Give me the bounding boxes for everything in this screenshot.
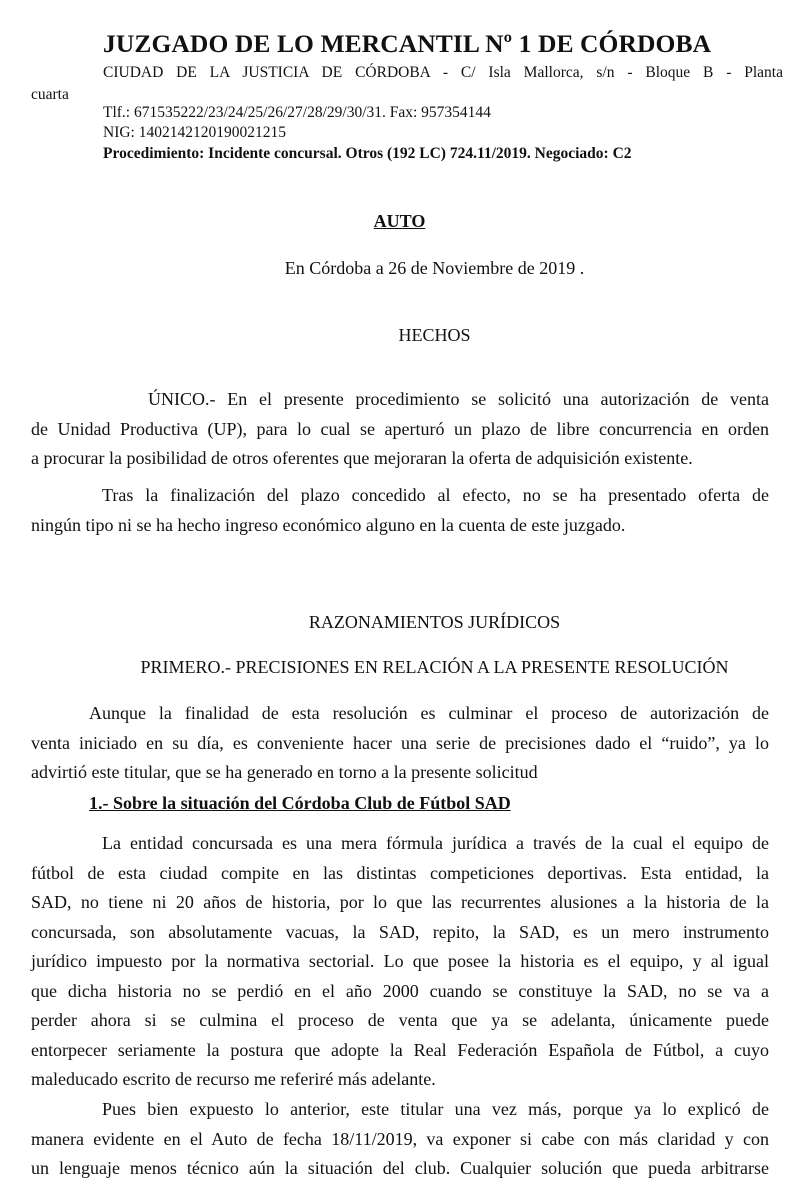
text-line: de Unidad Productiva (UP), para lo cual se aperturó un plazo de libre concurrencia en orden: [31, 418, 769, 439]
text-line: manera evidente en el Auto de fecha 18/11/2019, va exponer si cabe con más claridad y con: [31, 1128, 769, 1149]
text-line: La entidad concursada es una mera fórmula jurídica a través de la cual el equipo de: [102, 833, 769, 853]
court-address: CIUDAD DE LA JUSTICIA DE CÓRDOBA - C/ Isla Mallorca, s/n - Bloque B - Planta: [103, 64, 783, 81]
text-line: entorpecer seriamente la postura que adopte la Real Federación Española de Fútbol, a cuyo: [31, 1039, 769, 1060]
section-1-paragraph-2: [31, 1095, 769, 1184]
text-line: SAD, no tiene ni 20 años de historia, por lo que las recurrentes alusiones a la historia de la: [31, 892, 769, 912]
text-line: fútbol de esta ciudad compite en las distintas competiciones deportivas. Esta entidad, la: [31, 862, 769, 883]
text-line: Aunque la finalidad de esta resolución es culminar el proceso de autorización de: [89, 703, 769, 723]
text-line: venta iniciado en su día, es conveniente hacer una serie de precisiones dado el “ruido”, ya lo: [31, 732, 769, 753]
section-1-title: 1.- Sobre la situación del Córdoba Club de Fútbol SAD: [89, 793, 511, 813]
text-line: perder ahora si se culmina el proceso de venta que ya se adelanta, únicamente puede: [31, 1010, 769, 1030]
text-line: maleducado escrito de recurso me referiré más adelante.: [31, 1069, 436, 1089]
date-line: En Córdoba a 26 de Noviembre de 2019 .: [284, 258, 585, 278]
facts-paragraph-1: [31, 385, 769, 474]
text-line: Tras la finalización del plazo concedido al efecto, no se ha presentado oferta de: [102, 485, 769, 505]
text-line: a procurar la posibilidad de otros oferentes que mejoraran la oferta de adquisición existente.: [31, 448, 693, 468]
text-line: que dicha historia no se perdió en el año 2000 cuando se constituye la SAD, no se va a: [31, 980, 769, 1001]
text-line: concursada, son absolutamente vacuas, la SAD, repito, la SAD, es un mero instrumento: [31, 921, 769, 942]
facts-paragraph-2: [31, 481, 769, 540]
court-phone-fax: Tlf.: 671535222/23/24/25/26/27/28/29/30/31. Fax: 957354144: [103, 104, 491, 121]
first-reasoning-paragraph: [31, 699, 769, 788]
facts-heading: HECHOS: [398, 325, 471, 345]
text-line: ÚNICO.- En el presente procedimiento se solicitó una autorización de venta: [148, 389, 769, 409]
nig-number: NIG: 1402142120190021215: [103, 124, 286, 141]
document-title: AUTO: [373, 211, 426, 231]
first-reasoning-heading: PRIMERO.- PRECISIONES EN RELACIÓN A LA PRESENTE RESOLUCIÓN: [140, 657, 729, 677]
text-line: Pues bien expuesto lo anterior, este titular una vez más, porque ya lo explicó de: [102, 1099, 769, 1119]
text-line: jurídico impuesto por la normativa sectorial. Lo que posee la historia es el equipo, y al igual: [31, 951, 769, 971]
court-name: JUZGADO DE LO MERCANTIL Nº 1 DE CÓRDOBA: [103, 29, 712, 58]
text-line: advirtió este titular, que se ha generado en torno a la presente solicitud: [31, 762, 538, 782]
text-line: ningún tipo ni se ha hecho ingreso económico alguno en la cuenta de este juzgado.: [31, 514, 626, 535]
court-address-continuation: cuarta: [31, 86, 69, 103]
procedure-line: Procedimiento: Incidente concursal. Otros (192 LC) 724.11/2019. Negociado: C2: [103, 145, 632, 162]
section-1-paragraph-1: [31, 829, 769, 1095]
legal-reasoning-heading: RAZONAMIENTOS JURÍDICOS: [308, 612, 561, 632]
text-line: un lenguaje menos técnico aún la situación del club. Cualquier solución que pueda arbitrarse: [31, 1158, 769, 1178]
